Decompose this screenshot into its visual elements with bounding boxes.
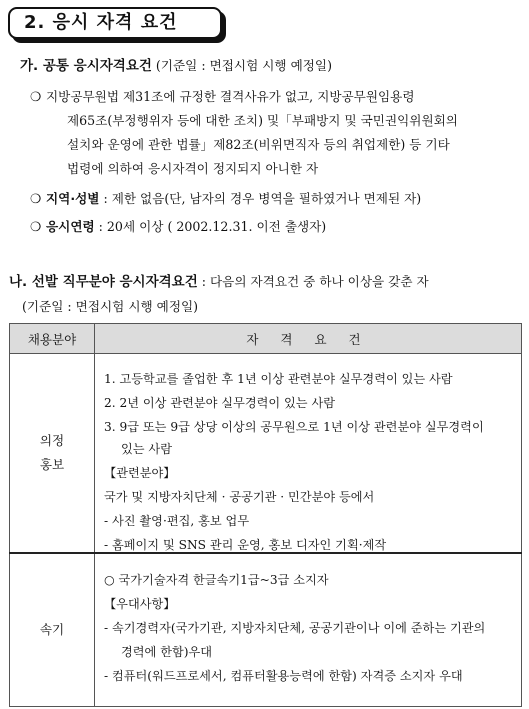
list-item: - 속기경력자(국가기관, 지방자치단체, 공공기관이나 이에 준하는 기관의 bbox=[104, 621, 486, 635]
table-row bbox=[10, 553, 522, 707]
general-item-1-line2: 제65조(부정행위자 등에 대한 조치) 및「부패방지 및 국민권익위원회의 bbox=[67, 113, 458, 128]
list-item: 1. 고등학교를 졸업한 후 1년 이상 관련분야 실무경력이 있는 사람 bbox=[104, 372, 453, 386]
selective-heading-note: : 다음의 자격요건 중 하나 이상을 갖춘 자 bbox=[197, 274, 429, 289]
list-item: - 컴퓨터(워드프로세서, 컴퓨터활용능력에 한함) 자격증 소지자 우대 bbox=[104, 669, 463, 683]
list-item: - 홈페이지 및 SNS 관리 운영, 홍보 디자인 기획·제작 bbox=[104, 538, 387, 552]
table-row bbox=[10, 354, 522, 554]
header-field: 채용분야 bbox=[10, 324, 95, 354]
list-item: 있는 사람 bbox=[121, 442, 172, 456]
list-item: 2. 2년 이상 관련분야 실무경력이 있는 사람 bbox=[104, 396, 335, 410]
field-cell-uijeong: 의정 홍보 bbox=[10, 354, 95, 554]
general-item-3: ❍ 응시연령 : 20세 이상 ( 2002.12.31. 이전 출생자) bbox=[30, 219, 327, 234]
list-item: 【관련분야】 bbox=[104, 466, 176, 480]
bullet-icon: ❍ bbox=[30, 219, 42, 234]
general-item-1: ❍ 지방공무원법 제31조에 규정한 결격사유가 없고, 지방공무원임용령 bbox=[30, 89, 415, 104]
list-item: ○ 국가기술자격 한글속기1급~3급 소지자 bbox=[104, 573, 329, 587]
general-item-2: ❍ 지역·성별 : 제한 없음(단, 남자의 경우 병역을 필하였거나 면제된 자) bbox=[30, 191, 422, 206]
requirements-cell-uijeong bbox=[95, 354, 522, 554]
field-cell-sokgi: 속기 bbox=[10, 553, 95, 707]
general-item-1-line3: 설치와 운영에 관한 법률」제82조(비위면직자 등의 취업제한) 등 기타 bbox=[67, 137, 450, 152]
list-item: 【우대사항】 bbox=[104, 597, 176, 611]
table-header-row bbox=[10, 324, 522, 354]
general-heading-note: (기준일 : 면접시험 시행 예정일) bbox=[151, 58, 332, 73]
list-item: - 사진 촬영·편집, 홍보 업무 bbox=[104, 514, 250, 528]
requirements-cell-sokgi bbox=[95, 553, 522, 707]
selective-subnote: (기준일 : 면접시험 시행 예정일) bbox=[22, 299, 199, 314]
bullet-icon: ❍ bbox=[30, 191, 42, 206]
selective-heading: 나. 선발 직무분야 응시자격요건 : 다음의 자격요건 중 하나 이상을 갖춘 자 bbox=[9, 274, 429, 290]
general-heading: 가. 공통 응시자격요건 (기준일 : 면접시험 시행 예정일) bbox=[20, 58, 332, 74]
requirements-table bbox=[9, 323, 522, 707]
bullet-icon: ❍ bbox=[30, 89, 42, 104]
list-item: 경력에 한함)우대 bbox=[121, 645, 213, 659]
list-item: 국가 및 지방자치단체 · 공공기관 · 민간분야 등에서 bbox=[104, 490, 375, 504]
section-title: 2. 응시 자격 요건 bbox=[8, 7, 222, 39]
header-requirements: 자 격 요 건 bbox=[95, 324, 522, 354]
general-item-1-line4: 법령에 의하여 응시자격이 정지되지 아니한 자 bbox=[67, 161, 319, 176]
list-item: 3. 9급 또는 9급 상당 이상의 공무원으로 1년 이상 관련분야 실무경력이 bbox=[104, 420, 484, 434]
